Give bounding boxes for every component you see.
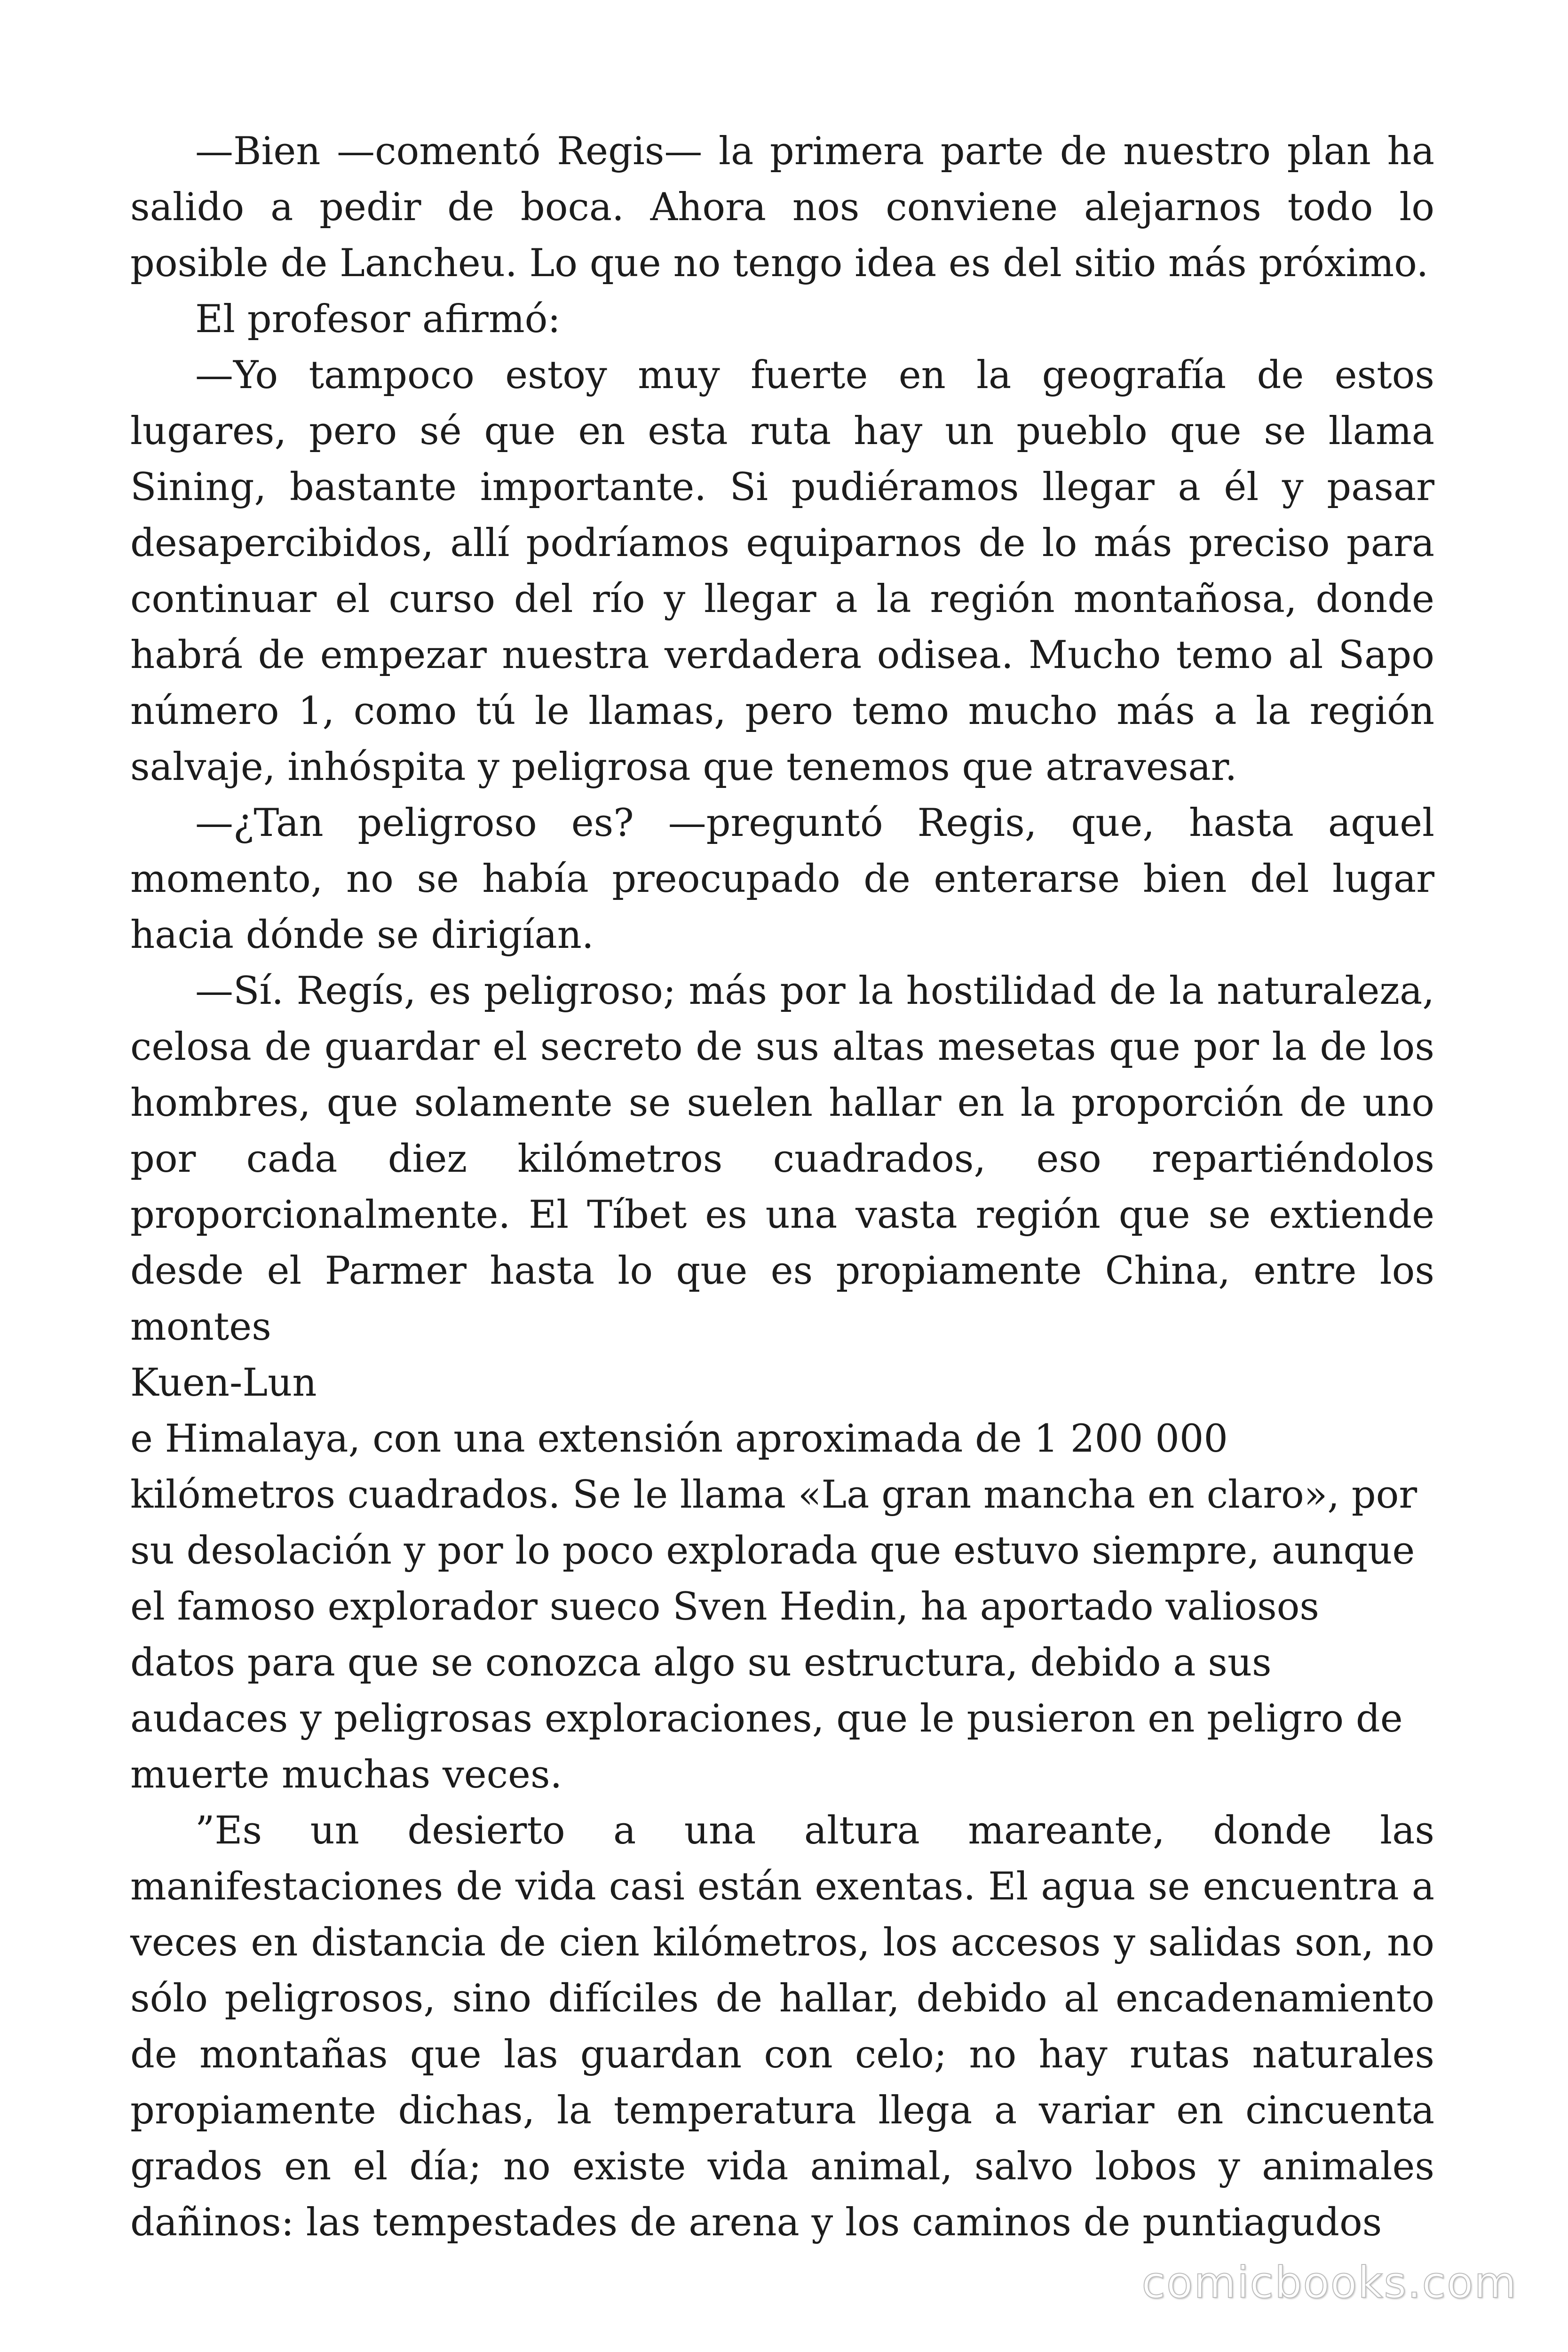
paragraph: e Himalaya, con una extensión aproximada de 1 200 000 kilómetros cuadrados. Se le llama «La gran mancha en claro», por su desolación y por lo poco explorada que estuvo siempre, aunque el famoso explorador sueco Sven Hedin, ha aportado valiosos datos para que se conozca algo su estructura, debido a sus audaces y peligrosas exploraciones, que le pusieron en peligro de muerte muchas veces. [130,1417,1418,1797]
paragraph: —Yo tampoco estoy muy fuerte en la geografía de estos lugares, pero sé que en esta ruta hay un pueblo que se llama Sining, bastante importante. Si pudiéramos llegar a él y pasar desapercibidos, allí podríamos equiparnos de lo más preciso para continuar el curso del río y llegar a la región montañosa, donde habrá de empezar nuestra verdadera odisea. Mucho temo al Sapo número 1, como tú le llamas, pero temo mucho más a la región salvaje, inhóspita y peligrosa que tenemos que atravesar. [130,353,1434,789]
paragraph: El profesor afirmó: [195,297,561,342]
watermark-logo: comicbooks.com [1141,2257,1517,2308]
paragraph: ”Es un desierto a una altura mareante, donde las manifestaciones de vida casi están exentas. El agua se encuentra a veces en distancia de cien kilómetros, los accesos y salidas son, no sólo peligrosos, sino difíciles de hallar, debido al encadenamiento de montañas que las guardan con celo; no hay rutas naturales propiamente dichas, la temperatura llega a variar en cincuenta grados en el día; no existe vida animal, salvo lobos y animales dañinos: las tempestades de arena y los caminos de puntiagudos [130,1809,1434,2245]
body-text [130,124,1434,2251]
paragraph: —Bien —comentó Regis— la primera parte de nuestro plan ha salido a pedir de boca. Ahora nos conviene alejarnos todo lo posible de Lancheu. Lo que no tengo idea es del sitio más próximo. [130,129,1434,286]
paragraph: —¿Tan peligroso es? —preguntó Regis, que, hasta aquel momento, no se había preocupado de enterarse bien del lugar hacia dónde se dirigían. [130,801,1434,957]
paragraph: Kuen-Lun [130,1361,317,1405]
paragraph: —Sí. Regís, es peligroso; más por la hostilidad de la naturaleza, celosa de guardar el secreto de sus altas mesetas que por la de los hombres, que solamente se suelen hallar en la proporción de uno por cada diez kilómetros cuadrados, eso repartiéndolos proporcionalmente. El Tíbet es una vasta región que se extiende desde el Parmer hasta lo que es propiamente China, entre los montes [130,969,1434,1349]
